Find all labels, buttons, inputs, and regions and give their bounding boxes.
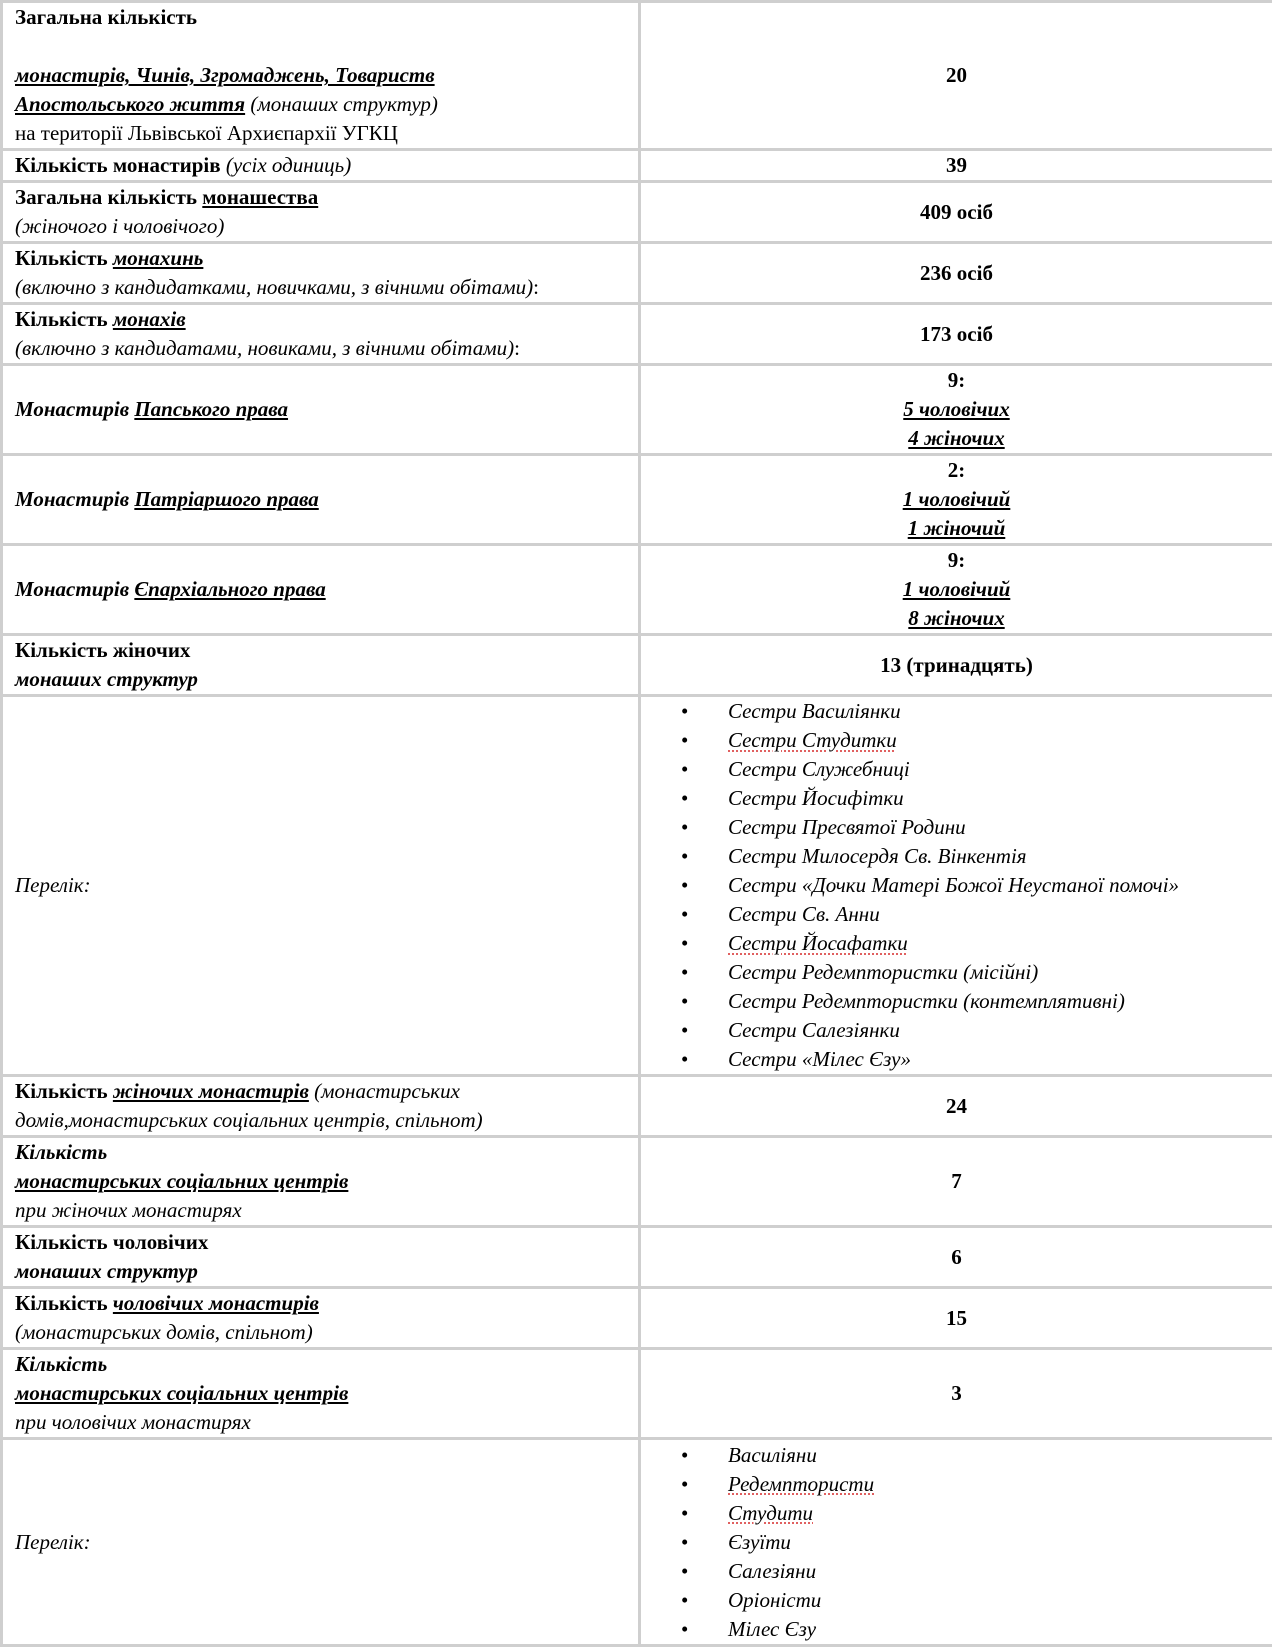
row-value: 6 bbox=[640, 1227, 1272, 1288]
label-line bbox=[15, 334, 626, 363]
list-item bbox=[681, 1528, 1272, 1557]
label-text: Патріаршого права bbox=[134, 487, 318, 511]
list-item-text: Сестри Василіянки bbox=[728, 699, 901, 723]
table-row bbox=[2, 1288, 1272, 1349]
row-value: 7 bbox=[640, 1137, 1272, 1227]
row-value bbox=[640, 365, 1272, 455]
list-item-text: Сестри Редемптористки (контемплятивні) bbox=[728, 989, 1125, 1013]
label-text: Перелік: bbox=[15, 873, 91, 897]
value-female: 4 жіночих bbox=[653, 424, 1260, 453]
row-value: 3 bbox=[640, 1349, 1272, 1439]
label-text: монахинь bbox=[113, 246, 203, 270]
label-text: Кількість bbox=[15, 1291, 108, 1315]
list-item-text: Оріоністи bbox=[728, 1588, 821, 1612]
table-row bbox=[2, 455, 1272, 545]
list-item-text: Салезіяни bbox=[728, 1559, 816, 1583]
table-row bbox=[2, 243, 1272, 304]
label-text: Кількість bbox=[15, 1350, 626, 1379]
row-label bbox=[2, 1227, 640, 1288]
label-text: Кількість bbox=[15, 1079, 108, 1103]
label-text: Загальна кількість bbox=[15, 185, 197, 209]
row-label bbox=[2, 545, 640, 635]
label-text: монастирів, Чинів, Згромаджень, Товариств bbox=[15, 61, 626, 90]
row-label bbox=[2, 1288, 640, 1349]
list-item-text: Сестри «Дочки Матері Божої Неустаної помочі» bbox=[728, 873, 1179, 897]
male-orders-list bbox=[641, 1441, 1272, 1644]
label-text: : bbox=[514, 336, 520, 360]
list-item bbox=[681, 900, 1272, 929]
table-row bbox=[2, 545, 1272, 635]
label-text: монаших структур bbox=[15, 1257, 626, 1286]
row-value bbox=[640, 696, 1272, 1076]
label-text: Єпархіального права bbox=[134, 577, 325, 601]
row-label bbox=[2, 1076, 640, 1137]
label-text: чоловічих монастирів bbox=[113, 1291, 319, 1315]
row-label bbox=[2, 150, 640, 182]
label-text: при жіночих монастирях bbox=[15, 1196, 626, 1225]
row-label bbox=[2, 1349, 640, 1439]
label-text: (усіх одиниць) bbox=[226, 153, 351, 177]
table-row bbox=[2, 1349, 1272, 1439]
label-text: Кількість жіночих bbox=[15, 636, 626, 665]
list-item bbox=[681, 784, 1272, 813]
value-female: 8 жіночих bbox=[653, 604, 1260, 633]
value-total: 9: bbox=[653, 546, 1260, 575]
list-item-text: Сестри Св. Анни bbox=[728, 902, 880, 926]
row-value: 39 bbox=[640, 150, 1272, 182]
row-label bbox=[2, 1439, 640, 1646]
row-value bbox=[640, 455, 1272, 545]
list-item bbox=[681, 1470, 1272, 1499]
value-total: 2: bbox=[653, 456, 1260, 485]
value-male: 1 чоловічий bbox=[653, 485, 1260, 514]
label-text: (жіночого і чоловічого) bbox=[15, 212, 626, 241]
label-text: (монастирських bbox=[314, 1079, 460, 1103]
list-item-text: Сестри Йосафатки bbox=[728, 931, 908, 955]
label-text: Монастирів bbox=[15, 397, 129, 421]
row-value: 173 осіб bbox=[640, 304, 1272, 365]
female-orders-list bbox=[641, 697, 1272, 1074]
list-item-text: Сестри Пресвятої Родини bbox=[728, 815, 966, 839]
table-row bbox=[2, 1227, 1272, 1288]
label-text: Папського права bbox=[134, 397, 288, 421]
label-text: (включно з кандидатками, новичками, з вічними обітами) bbox=[15, 275, 533, 299]
label-text: : bbox=[533, 275, 539, 299]
row-value: 15 bbox=[640, 1288, 1272, 1349]
table-row bbox=[2, 635, 1272, 696]
label-text: монахів bbox=[113, 307, 186, 331]
value-male: 5 чоловічих bbox=[653, 395, 1260, 424]
list-item bbox=[681, 1499, 1272, 1528]
label-line bbox=[15, 1077, 626, 1106]
list-item bbox=[681, 1441, 1272, 1470]
list-item-text: Сестри Служебниці bbox=[728, 757, 910, 781]
label-text: монаших структур bbox=[15, 665, 626, 694]
row-value: 13 (тринадцять) bbox=[640, 635, 1272, 696]
list-item bbox=[681, 1557, 1272, 1586]
table-row bbox=[2, 696, 1272, 1076]
list-item bbox=[681, 871, 1272, 900]
label-text: Монастирів bbox=[15, 577, 129, 601]
list-item bbox=[681, 726, 1272, 755]
row-value: 20 bbox=[640, 2, 1272, 150]
label-text: жіночих монастирів bbox=[113, 1079, 309, 1103]
table-row bbox=[2, 182, 1272, 243]
value-female: 1 жіночий bbox=[653, 514, 1260, 543]
table-row bbox=[2, 2, 1272, 150]
label-text: Кількість bbox=[15, 246, 108, 270]
row-value bbox=[640, 1439, 1272, 1646]
list-item-text: Сестри Йосифітки bbox=[728, 786, 904, 810]
label-text: при чоловічих монастирях bbox=[15, 1408, 626, 1437]
list-item bbox=[681, 987, 1272, 1016]
list-item bbox=[681, 1045, 1272, 1074]
label-text: (монастирських домів, спільнот) bbox=[15, 1318, 626, 1347]
table-row bbox=[2, 1439, 1272, 1646]
label-line bbox=[15, 90, 626, 119]
list-item bbox=[681, 697, 1272, 726]
label-line bbox=[15, 1289, 626, 1318]
table-row bbox=[2, 304, 1272, 365]
row-value: 409 осіб bbox=[640, 182, 1272, 243]
label-text: монастирських соціальних центрів bbox=[15, 1167, 626, 1196]
label-text: Апостольського життя bbox=[15, 92, 245, 116]
list-item bbox=[681, 1615, 1272, 1644]
list-item-text: Мілес Єзу bbox=[728, 1617, 816, 1641]
label-text: (включно з кандидатами, новиками, з вічними обітами) bbox=[15, 336, 514, 360]
label-text: монастирських соціальних центрів bbox=[15, 1379, 626, 1408]
list-item bbox=[681, 958, 1272, 987]
list-item bbox=[681, 1586, 1272, 1615]
list-item-text: Редемптористи bbox=[728, 1472, 874, 1496]
label-text: на території Львівської Архиєпархії УГКЦ bbox=[15, 119, 626, 148]
list-item bbox=[681, 929, 1272, 958]
table-row bbox=[2, 1137, 1272, 1227]
row-value: 236 осіб bbox=[640, 243, 1272, 304]
list-item-text: Сестри Редемптористки (місійні) bbox=[728, 960, 1038, 984]
label-text: Перелік: bbox=[15, 1530, 91, 1554]
list-item bbox=[681, 842, 1272, 871]
value-male: 1 чоловічий bbox=[653, 575, 1260, 604]
list-item-text: Студити bbox=[728, 1501, 813, 1525]
label-text: монашества bbox=[202, 185, 318, 209]
row-label bbox=[2, 182, 640, 243]
list-item-text: Сестри Салезіянки bbox=[728, 1018, 900, 1042]
label-line bbox=[15, 273, 626, 302]
blank-line bbox=[15, 32, 626, 61]
label-text: Кількість чоловічих bbox=[15, 1228, 626, 1257]
label-text: Кількість bbox=[15, 1138, 626, 1167]
label-text: Монастирів bbox=[15, 487, 129, 511]
list-item bbox=[681, 813, 1272, 842]
label-text: Кількість монастирів bbox=[15, 153, 221, 177]
list-item-text: Сестри Студитки bbox=[728, 728, 897, 752]
table-row bbox=[2, 1076, 1272, 1137]
label-line bbox=[15, 183, 626, 212]
row-label bbox=[2, 696, 640, 1076]
row-label bbox=[2, 635, 640, 696]
label-line bbox=[15, 305, 626, 334]
row-label bbox=[2, 455, 640, 545]
list-item-text: Єзуїти bbox=[728, 1530, 791, 1554]
row-value: 24 bbox=[640, 1076, 1272, 1137]
label-text: домів,монастирських соціальних центрів, спільнот) bbox=[15, 1106, 626, 1135]
row-label bbox=[2, 1137, 640, 1227]
value-total: 9: bbox=[653, 366, 1260, 395]
table-row bbox=[2, 150, 1272, 182]
table-row bbox=[2, 365, 1272, 455]
row-value bbox=[640, 545, 1272, 635]
list-item-text: Сестри Милосердя Св. Вінкентія bbox=[728, 844, 1027, 868]
label-text: (монаших структур) bbox=[250, 92, 438, 116]
row-label bbox=[2, 243, 640, 304]
list-item-text: Сестри «Мілес Єзу» bbox=[728, 1047, 911, 1071]
row-label bbox=[2, 365, 640, 455]
list-item bbox=[681, 755, 1272, 784]
row-label bbox=[2, 2, 640, 150]
list-item-text: Василіяни bbox=[728, 1443, 817, 1467]
label-text: Загальна кількість bbox=[15, 3, 626, 32]
label-line bbox=[15, 244, 626, 273]
row-label bbox=[2, 304, 640, 365]
list-item bbox=[681, 1016, 1272, 1045]
label-text: Кількість bbox=[15, 307, 108, 331]
